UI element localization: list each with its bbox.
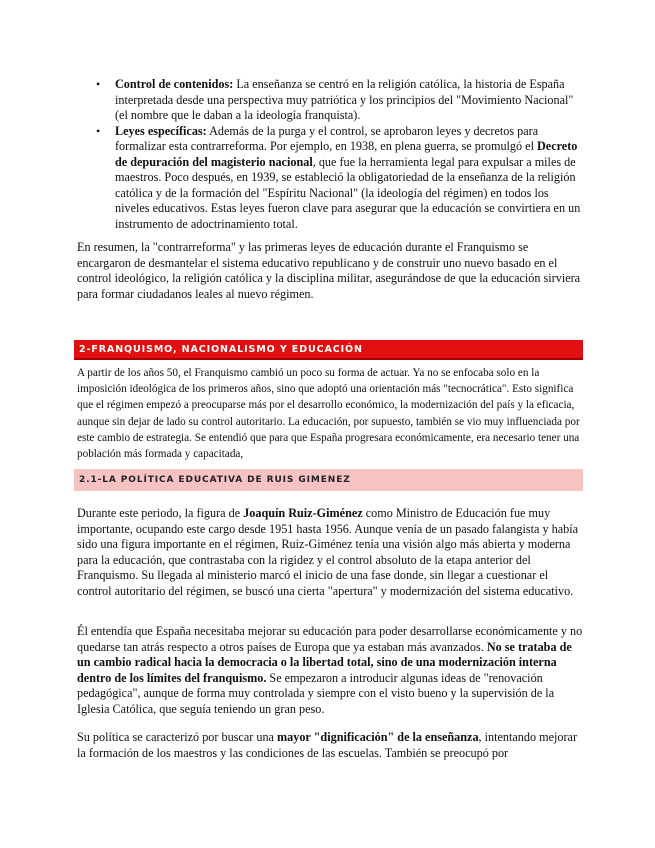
paragraph-text: Durante este periodo, la figura de <box>77 506 244 520</box>
summary-paragraph: En resumen, la "contrarreforma" y las primeras leyes de educación durante el Franquismo se encargaron de desmantelar el sistema educativo republicano y de construir uno nuevo basado en el control ideológico, la religión católica y la disciplina militar, asegurándose de que la educación sirviera para formar ciudadanos leales al nuevo régimen. <box>77 240 581 301</box>
paragraph-text: Su política se caracterizó por buscar una <box>77 730 277 744</box>
bullet-term: Leyes específicas: <box>115 123 207 138</box>
bullet-bold-decree: Decreto de depuración del magisterio nacional <box>115 139 578 169</box>
paragraph-text: como Ministro de Educación fue muy importante, ocupando este cargo desde 1951 hasta 1956. Aunque venía de un pasado falangista y había sido una figura importante en el régimen, Ruiz-Giménez tenía una visión algo más abierta y moderna para la educación, que contrastaba con la rigidez y el control absoluto de la etapa anterior del Franquismo. Su llegada al ministerio marcó el inicio de una fase donde, sin llegar a cuestionar el control autoritario del régimen, se buscó una cierta "apertura" y modernización del sistema educativo. <box>77 506 579 598</box>
bullet-text: La enseñanza se centró en la religión católica, la historia de España interpretada desde una perspectiva muy patriótica y los principios del "Movimiento Nacional" (el nombre que le daban a la ideología franquista). <box>115 77 574 122</box>
section-heading-2-1: 2.1-LA POLÍTICA EDUCATIVA DE RUIS GIMENEZ <box>74 469 583 491</box>
paragraph-text: Se empezaron a introducir algunas ideas de "renovación pedagógica", aunque de forma muy controlada y siempre con el visto bueno y la supervisión de la Iglesia Católica, que seguía teniendo un gran peso. <box>77 670 555 716</box>
bullet-term: Control de contenidos: <box>115 77 234 91</box>
bullet-list <box>96 77 586 232</box>
minister-name: Joaquín Ruiz-Giménez <box>243 506 363 520</box>
section-2-1-paragraph-2 <box>77 624 585 717</box>
paragraph-bold-text: mayor "dignificación" de la enseñanza <box>277 730 479 744</box>
paragraph-text: , intentando mejorar la formación de los maestros y las condiciones de las escuelas. También se preocupó por <box>77 730 578 760</box>
section-2-1-paragraph-3 <box>77 730 585 761</box>
section-2-1-paragraph-1 <box>77 506 585 599</box>
section-2-intro-paragraph: A partir de los años 50, el Franquismo cambió un poco su forma de actuar. Ya no se enfocaba solo en la imposición ideológica de los primeros años, sino que adoptó una orientación más "tecnocrática". Esto significa que el régimen empezó a preocuparse más por el desarrollo económico, la modernización del país y la eficacia, aunque sin dejar de lado su control autoritario. La educación, por supuesto, también se vio muy influenciada por este cambio de estrategia. Se entendió que para que España progresara económicamente, era necesario tener una población más formada y capacitada, <box>77 367 580 461</box>
paragraph-bold-text: No se trataba de un cambio radical hacia la democracia o la libertad total, sino de una modernización interna dentro de los límites del franquismo. <box>77 639 572 685</box>
bullet-item-control-contenidos <box>96 77 586 124</box>
bullet-text-continued: , que fue la herramienta legal para expulsar a miles de maestros. Poco después, en 1939, se estableció la obligatoriedad de la enseñanza de la religión católica y de la formación del "Espíritu Nacional" (la ideología del régimen) en todos los niveles educativos. Estas leyes fueron clave para asegurar que la educación se convirtiera en un instrumento de adoctrinamiento total. <box>115 154 581 231</box>
bullet-dot-icon: • <box>96 77 101 91</box>
bullet-dot-icon: • <box>96 123 101 138</box>
bullet-item-leyes-especificas <box>96 124 586 233</box>
paragraph-text: Él entendía que España necesitaba mejorar su educación para poder desarrollarse económicamente y no quedarse tan atrás respecto a otros países de Europa que ya estaban más avanzados. <box>77 624 583 654</box>
bullet-text: Además de la purga y el control, se aprobaron leyes y decretos para formalizar esta contrarreforma. Por ejemplo, en 1938, en plena guerra, se promulgó el <box>115 123 539 153</box>
section-heading-2: 2-FRANQUISMO, NACIONALISMO Y EDUCACIÓN <box>74 340 583 360</box>
